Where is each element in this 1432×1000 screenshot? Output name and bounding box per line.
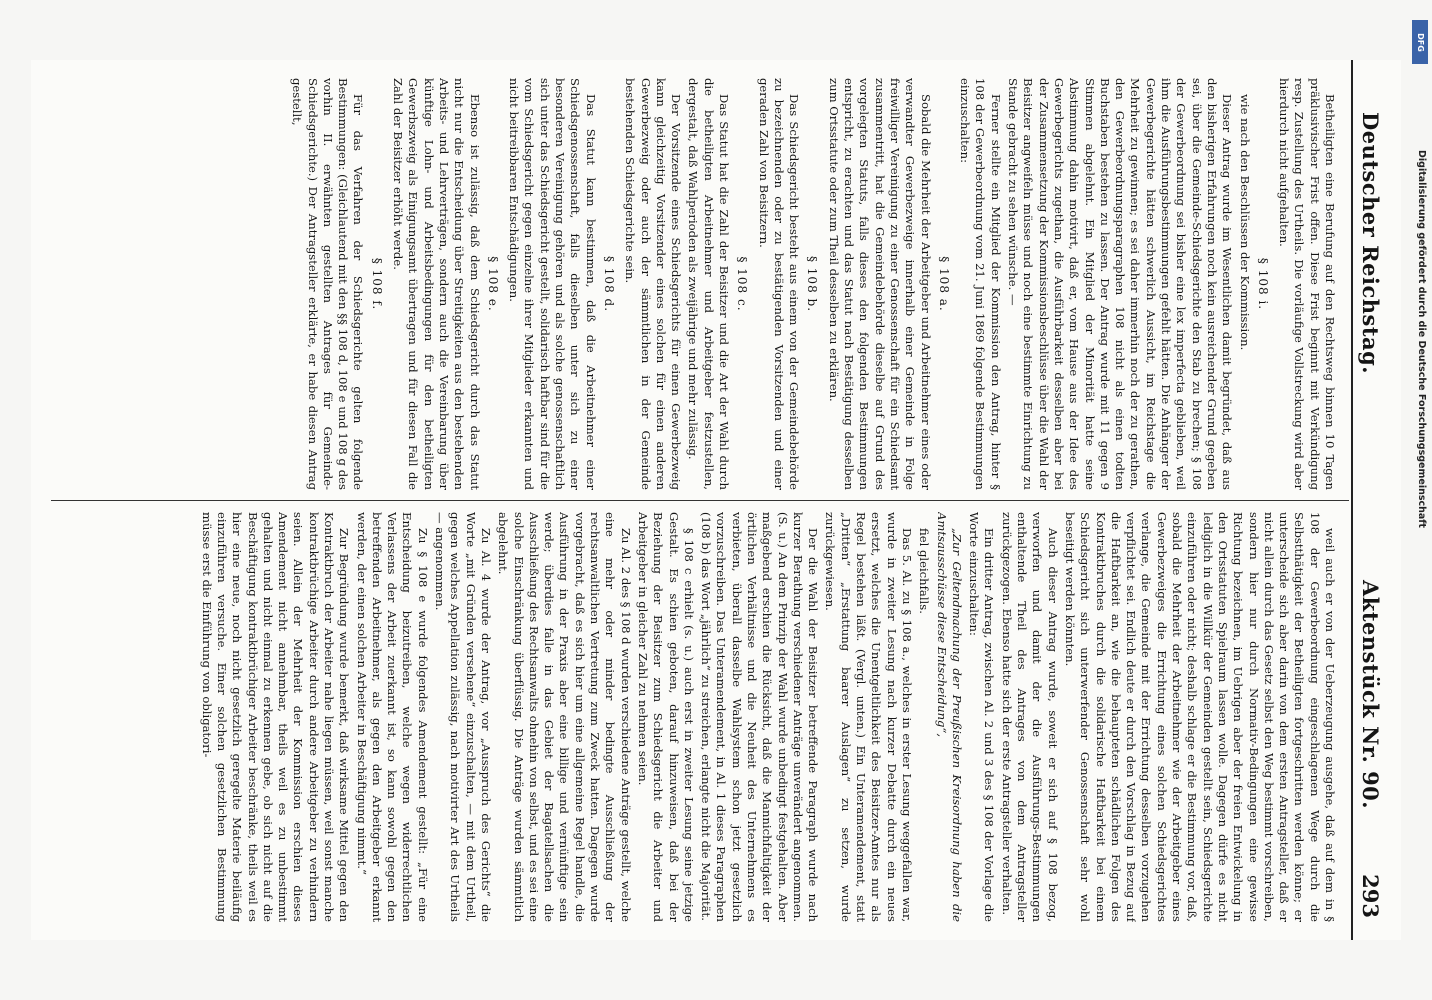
paragraph: Sobald die Mehrheit der Arbeitgeber und Arbeitnehmer eines oder verwandter Gewerbezweige innerhalb einer Gemeinde in Folge freiwilliger Vereinigung zu einer Genossenschaft für ein Schiedsamt zusammentritt, hat die Gemeindebehörde dieselbe auf Grund des vorgelegten Statuts, falls dieses den folgenden Bestimmungen entspricht, zu erachten und das Statut nach Bestätigung desselben zum Ortsstatute oder zum Theil desselben zu erklären. xyxy=(826,78,933,490)
section-heading: § 108 c. xyxy=(735,256,750,312)
dfg-logo: DFG xyxy=(1412,20,1428,64)
paragraph: weil auch er von der Ueberzeugung ausgehe, daß auf dem in § 108 der Gewerbeordnung eingeschlagenen Wege durch die Selbstthätigkeit der Betheiligten fortgeschritten werden könne; er unterscheide sich aber darin von dem ersten Antragsteller, daß er nicht allein durch das Gesetz selbst den Weg bestimmt vorschreiben, sondern hier nur durch Normativ-Bedingungen eine gewisse Richtung bezeichnen, im Uebrigen aber der freien Entwickelung in den Ortsstatuten Spielraum lassen wolle. Dagegen dürfe es nicht lediglich in die Willkür der Gemeinden gestellt sein, Schiedsgerichte einzuführen oder nicht; deshalb schlage er die Bestimmung vor, daß, sobald die Mehrheit der Arbeitnehmer wie der Arbeitgeber eines Gewerbezweiges die Errichtung eines solchen Schiedsgerichtes verlange, die Gemeinde mit der Errichtung desselben vorzugehen verpflichtet sei. Endlich deute er durch den Vorschlag in Bezug auf die Haftbarkeit an, wie die behaupteten schädlichen Folgen des Kontraktbruches durch die solidarische Haftbarkeit bei einem Schiedsgericht sich unterwerfender Genossenschaft sehr wohl beseitigt werden könnten. xyxy=(1062,512,1337,922)
paragraph: fiel gleichfalls. xyxy=(917,528,932,614)
paragraph: Zu Al. 2 des § 108 d wurden verschiedene Anträge gestellt, welche eine mehr oder minder bedingte Ausschließung der rechtsanwaltlichen Vertretung zum Zweck hatten. Dagegen wurde vorgebracht, daß es sich hier um eine allgemeine Regel handle, die Ausführung in der Praxis aber eine billige und vernünftige sein werde; überdies falle in das Gebiet der Bagatellsachen die Ausschließung des Rechtsanwalts ohnehin von selbst, und es sei eine solche Einschränkung überflüssig. Die Anträge wurden sämmtlich abgelehnt. xyxy=(496,512,633,922)
paragraph: „Zur Geltendmachung der Preußischen Kreisordnung haben die Amtsausschüsse diese Entscheidung“, xyxy=(934,512,964,922)
credit-text: Digitalisierung gefördert durch die Deutsche Forschungsgemeinschaft xyxy=(1416,150,1427,528)
paragraph: Das Statut hat die Zahl der Beisitzer und die Art der Wahl durch die betheiligten Arbeitnehmer und Arbeitgeber festzustellen, dergestalt, daß Wahlperioden als zweijährige und mehr zulässig. xyxy=(686,78,732,490)
paragraph: Das 5. Al. zu § 108 a., welches in erster Lesung weggefallen war, wurde in zweiter Lesung nach kurzer Debatte durch ein neues ersetzt, welches die Unentgeltlichkeit des Beisitzer-Amtes nur als Regel bestehen läßt. (Vergl. unten.) Ein Unteramendement, statt „Dritten“ „Erstattung baarer Auslagen“ zu setzen, wurde zurückgewiesen. xyxy=(823,512,914,922)
page-number: 293 xyxy=(1358,874,1383,918)
paragraph: Der die Wahl der Beisitzer betreffende Paragraph wurde nach kurzer Berathung verschiedener Anträge unverändert angenommen. (S. u.) An dem Prinzip der Wahl wurde unbedingt festgehalten. Aber maßgebend erschien die Rücksicht, daß die Mannichfaltigkeit der örtlichen Verhältnisse und die Neuheit des Unternehmens es verbieten, überall dasselbe Wahlsystem schon jetzt gesetzlich vorzuschreiben. Das Unteramendement, in Al. 1 dieses Paragraphen (108 b) das Wort „jährlich“ zu streichen, erlangte nicht die Majorität. xyxy=(699,512,821,922)
paragraph: wie nach den Beschlüssen der Kommission. xyxy=(1237,94,1252,351)
right-column xyxy=(51,512,1337,922)
paragraph: Zu Al. 4 wurde der Antrag, vor „Ausspruch des Gerichts“ die Worte „mit Gründen versehene“ einzuschalten, — mit dem Urtheil, gegen welches Appellation zulässig, nach motivirter Art des Urtheils — angenommen. xyxy=(433,512,493,922)
running-head xyxy=(1351,60,1383,940)
digitization-credit xyxy=(1411,150,1429,950)
header-publication: Deutscher Reichstag. xyxy=(1358,112,1383,375)
paragraph: Der Vorsitzende eines Schiedsgerichts für einen Gewerbezweig kann gleichzeitig Vorsitzender eines solchen für einen anderen Gewerbezweig oder auch der sämmtlichen in der Gemeinde bestehenden Schiedsgerichte sein. xyxy=(623,78,684,490)
header-document-number: Aktenstück Nr. 90. xyxy=(1358,580,1383,810)
section-heading: § 108 a. xyxy=(936,256,951,312)
paragraph: Auch dieser Antrag wurde, soweit er sich auf § 108 bezog, verworfen und damit der die Ausführungs-Bestimmungen enthaltende Theil des Antrages von dem Antragsteller zurückgezogen. Ebenso hatte sich der erste Antragsteller verhalten. xyxy=(999,512,1060,922)
left-column xyxy=(51,78,1337,490)
paragraph: Das Schiedsgericht besteht aus einem von der Gemeindebehörde zu bezeichnenden oder zu bestätigenden Vorsitzenden und einer geraden Zahl von Beisitzern. xyxy=(756,78,802,490)
paragraph: Das Statut kann bestimmen, daß die Arbeitnehmer einer Schiedsgenossenschaft, falls dieselben unter sich zu einer besonderen Vereinigung gehören und als solche genossenschaftlich sich unter das Schiedsgericht gestellt, solidarisch haftbar sind für die vom Schiedsgericht gegen einzelne ihrer Mitglieder erkannten und nicht beitreibbaren Entschädigungen. xyxy=(507,78,598,490)
paragraph: Dieser Antrag wurde im Wesentlichen damit begründet, daß aus den bisherigen Erfahrungen noch kein ausreichender Grund gegeben sei, über die Gemeinde-Schiedsgerichte den Stab zu brechen; § 108 der Gewerbeordnung sei bisher eine lex imperfecta geblieben, weil ihm die Ausführungsbestimmungen gefehlt hätten. Die Anhänger der Gewerbegerichte hätten schwerlich Aussicht, im Reichstage die Mehrheit zu gewinnen; es sei daher immerhin noch der zu gerathen, den Gewerbeordnungsparagraphen 108 nicht als einen todten Buchstaben bestehen zu lassen. Der Antrag wurde mit 11 gegen 9 Stimmen abgelehnt. Ein Mitglied der Minorität hatte seine Abstimmung dahin motivirt, daß er, vom Hause aus der Idee des Gewerbegerichts zugethan, die Ausführbarkeit desselben aber bei der Zusammensetzung der Kommissionsbeschlüsse über die Wahl der Beisitzer angweifeln müsse und noch eine bestimmte Einrichtung zu Stande gebracht zu sehen wünsche. — xyxy=(1006,78,1235,490)
section-heading: § 108 f. xyxy=(369,257,384,311)
section-heading: § 108 i. xyxy=(1255,257,1270,311)
section-heading: § 108 d. xyxy=(601,255,616,313)
section-heading: § 108 b. xyxy=(805,255,820,313)
section-heading: § 108 e. xyxy=(485,256,500,312)
paragraph: Betheiligten eine Berufung auf den Rechtsweg binnen 10 Tagen präklusivischer Frist offen. Diese Frist beginnt mit Verkündigung resp. Zustellung des Urtheils. Die vorläufige Vollstreckung wird aber hierdurch nicht aufgehalten. xyxy=(1277,78,1337,490)
paragraph: Ein dritter Antrag, zwischen Al. 2 und 3 des § 108 der Vorlage die Worte einzuschalten: xyxy=(967,512,997,922)
column-divider xyxy=(51,500,1349,501)
paragraph: Zur Begründung wurde bemerkt, daß wirksame Mittel gegen den Kontraktbruch der Arbeiter nahe liegen müssen, weil sonst manche kontraktbrüchige Arbeiter durch andere Arbeitgeber zu verhindern seien. Allein der Mehrheit der Kommission erschien dieses Amendement nicht annehmbar, theils weil es zu unbestimmt gehalten und nicht einmal zu erkennen gebe, ob sich nicht auf die Beschäftigung kontraktbrüchiger Arbeiter beschränke, theils weil es hier eine neue, noch nicht gesetzlich geregelte Materie beiläufig einzuführen versuche. Einer solchen gesetzlichen Bestimmung müsse erst die Einführung von obligatori- xyxy=(199,512,352,922)
paragraph: Zu § 108 e wurde folgendes Amendement gestellt: „Für eine Entscheidung beizutreiben, welche wegen widerrechtlichen Verlassens der Arbeit zuerkannt ist, so kann sowohl gegen den betreffenden Arbeitnehmer, als gegen den Arbeitgeber erkannt werden, der einen solchen Arbeiter in Beschäftigung nimmt.“ xyxy=(354,512,430,922)
paragraph: § 108 c erhielt (s. u.) auch erst in zweiter Lesung seine jetzige Gestalt. Es schien geboten, darauf hinzuweisen, daß bei der Beziehung der Beisitzer zum Schiedsgericht die Arbeiter und Arbeitgeber in gleicher Zahl zu nehmen seien. xyxy=(635,512,696,922)
document-page xyxy=(31,60,1401,940)
paragraph: Für das Verfahren der Schiedsgerichte gelten folgende Bestimmungen: (Gleichlautend mit den §§ 108 d, 108 e und 108 g des vorhin II. erwähnten gestellten Antrages für Gemeinde-Schiedsgerichte.) Der Antragsteller erklärte, er habe diesen Antrag gestellt, xyxy=(290,78,366,490)
paragraph: Ebenso ist zulässig, daß dem Schiedsgericht durch das Statut nicht nur die Entscheidung über Streitigkeiten aus den bestehenden Arbeits- und Lehrverträgen, sondern auch die Vereinbarung über künftige Lohn- und Arbeitsbedingungen für den betheiligten Gewerbszweig als Einigungsamt übertragen und für diesen Fall die Zahl der Beisitzer erhöht werde. xyxy=(391,78,482,490)
paragraph: Ferner stellte ein Mitglied der Kommission den Antrag, hinter § 108 der Gewerbeordnung vom 21. Juni 1869 folgende Bestimmungen einzuschalten: xyxy=(958,78,1003,490)
